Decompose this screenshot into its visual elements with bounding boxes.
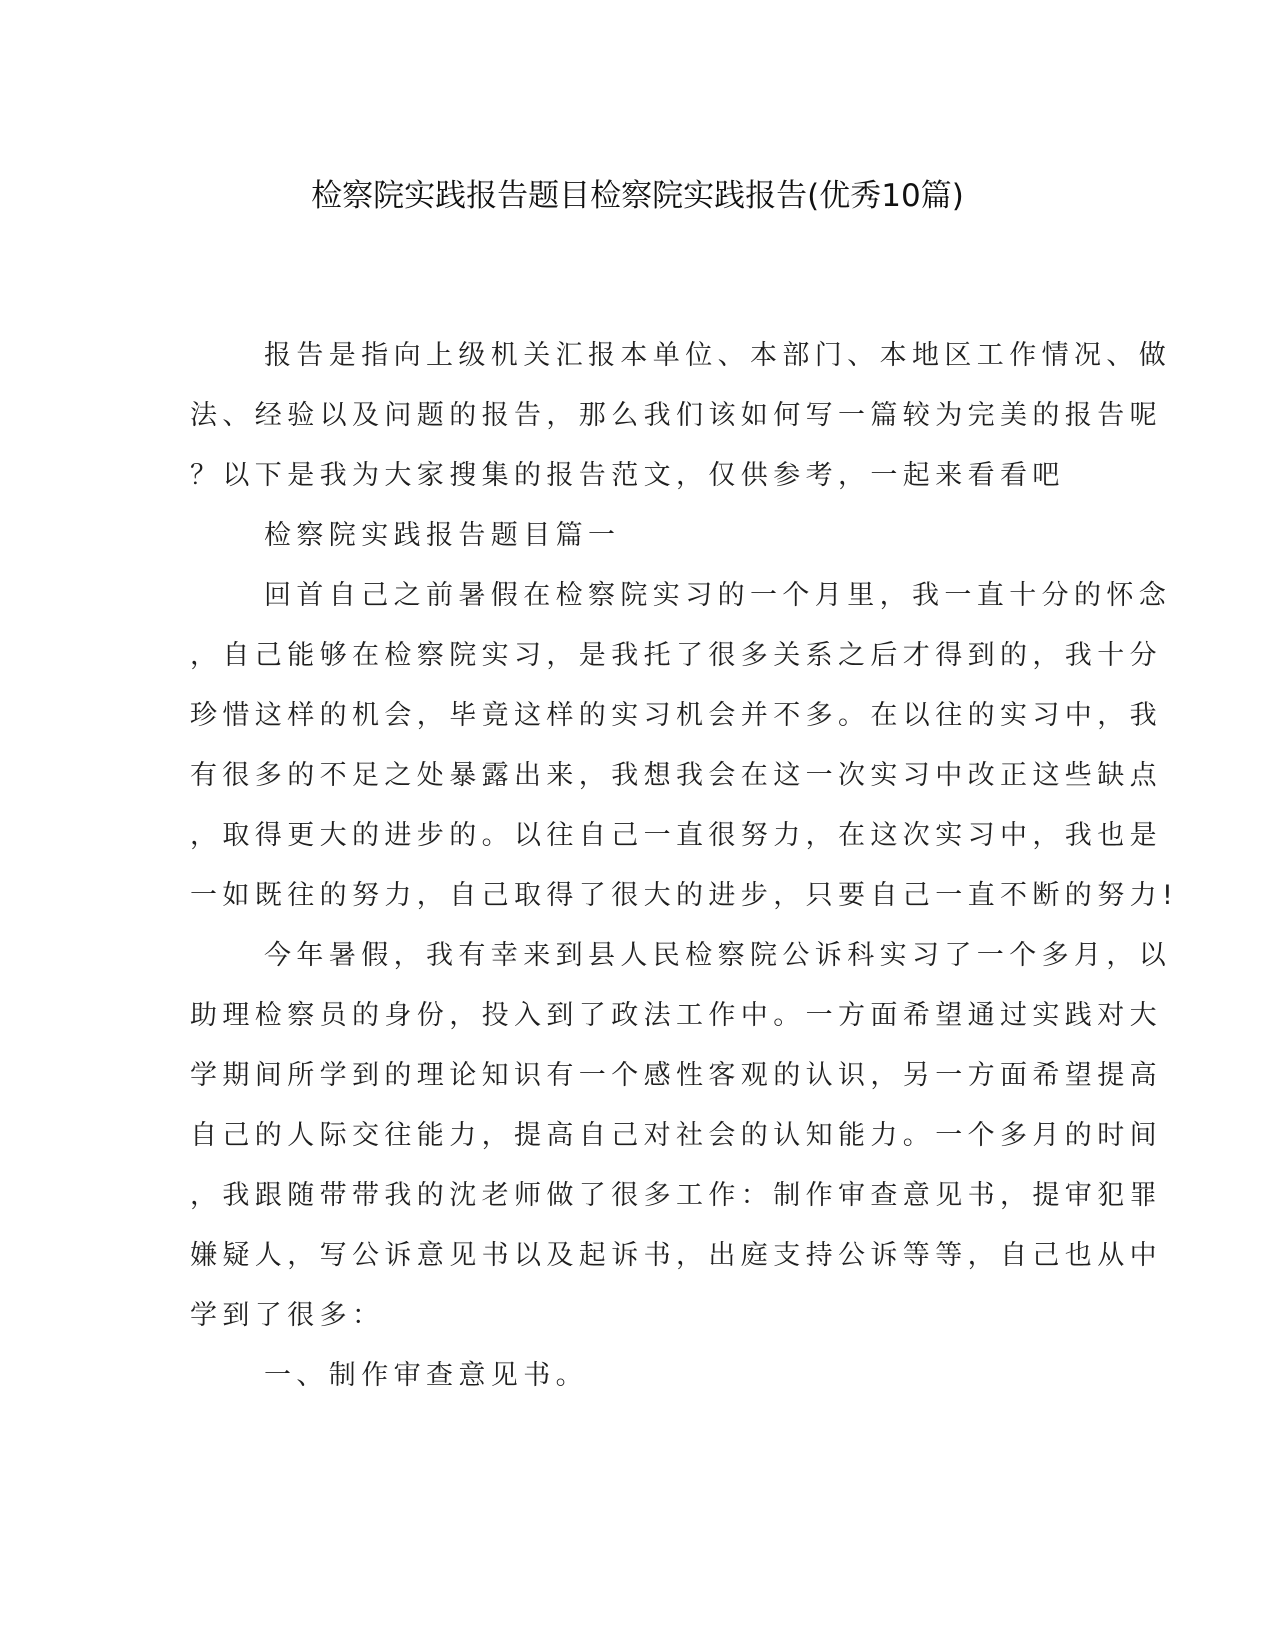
paragraph-line: 嫌疑人，写公诉意见书以及起诉书，出庭支持公诉等等，自己也从中	[190, 1240, 1162, 1271]
paragraph-line: 助理检察员的身份，投入到了政法工作中。一方面希望通过实践对大	[190, 1000, 1162, 1031]
paragraph-line: ，我跟随带带我的沈老师做了很多工作：制作审查意见书，提审犯罪	[190, 1180, 1162, 1211]
paragraph-line: ，取得更大的进步的。以往自己一直很努力，在这次实习中，我也是	[190, 820, 1162, 851]
paragraph-line: 法、经验以及问题的报告，那么我们该如何写一篇较为完美的报告呢	[190, 400, 1162, 431]
section-heading: 检察院实践报告题目篇一	[264, 520, 621, 551]
paragraph-line: 今年暑假，我有幸来到县人民检察院公诉科实习了一个多月，以	[264, 940, 1172, 971]
paragraph-line: 自己的人际交往能力，提高自己对社会的认知能力。一个多月的时间	[190, 1120, 1162, 1151]
numbered-heading: 一、制作审查意见书。	[264, 1360, 588, 1391]
document-body	[190, 326, 1179, 1406]
paragraph-line: 有很多的不足之处暴露出来，我想我会在这一次实习中改正这些缺点	[190, 760, 1162, 791]
paragraph-line: 学到了很多：	[190, 1300, 385, 1331]
paragraph-line: 学期间所学到的理论知识有一个感性客观的认识，另一方面希望提高	[190, 1060, 1162, 1091]
paragraph-line: ，自己能够在检察院实习，是我托了很多关系之后才得到的，我十分	[190, 640, 1162, 671]
paragraph-line: ？以下是我为大家搜集的报告范文，仅供参考，一起来看看吧	[190, 460, 1065, 491]
paragraph-line: 一如既往的努力，自己取得了很大的进步，只要自己一直不断的努力!	[190, 880, 1179, 911]
paragraph-line: 报告是指向上级机关汇报本单位、本部门、本地区工作情况、做	[264, 340, 1172, 371]
document-title: 检察院实践报告题目检察院实践报告(优秀10篇)	[311, 178, 964, 214]
paragraph-line: 回首自己之前暑假在检察院实习的一个月里，我一直十分的怀念	[264, 580, 1172, 611]
paragraph-line: 珍惜这样的机会，毕竟这样的实习机会并不多。在以往的实习中，我	[190, 700, 1162, 731]
